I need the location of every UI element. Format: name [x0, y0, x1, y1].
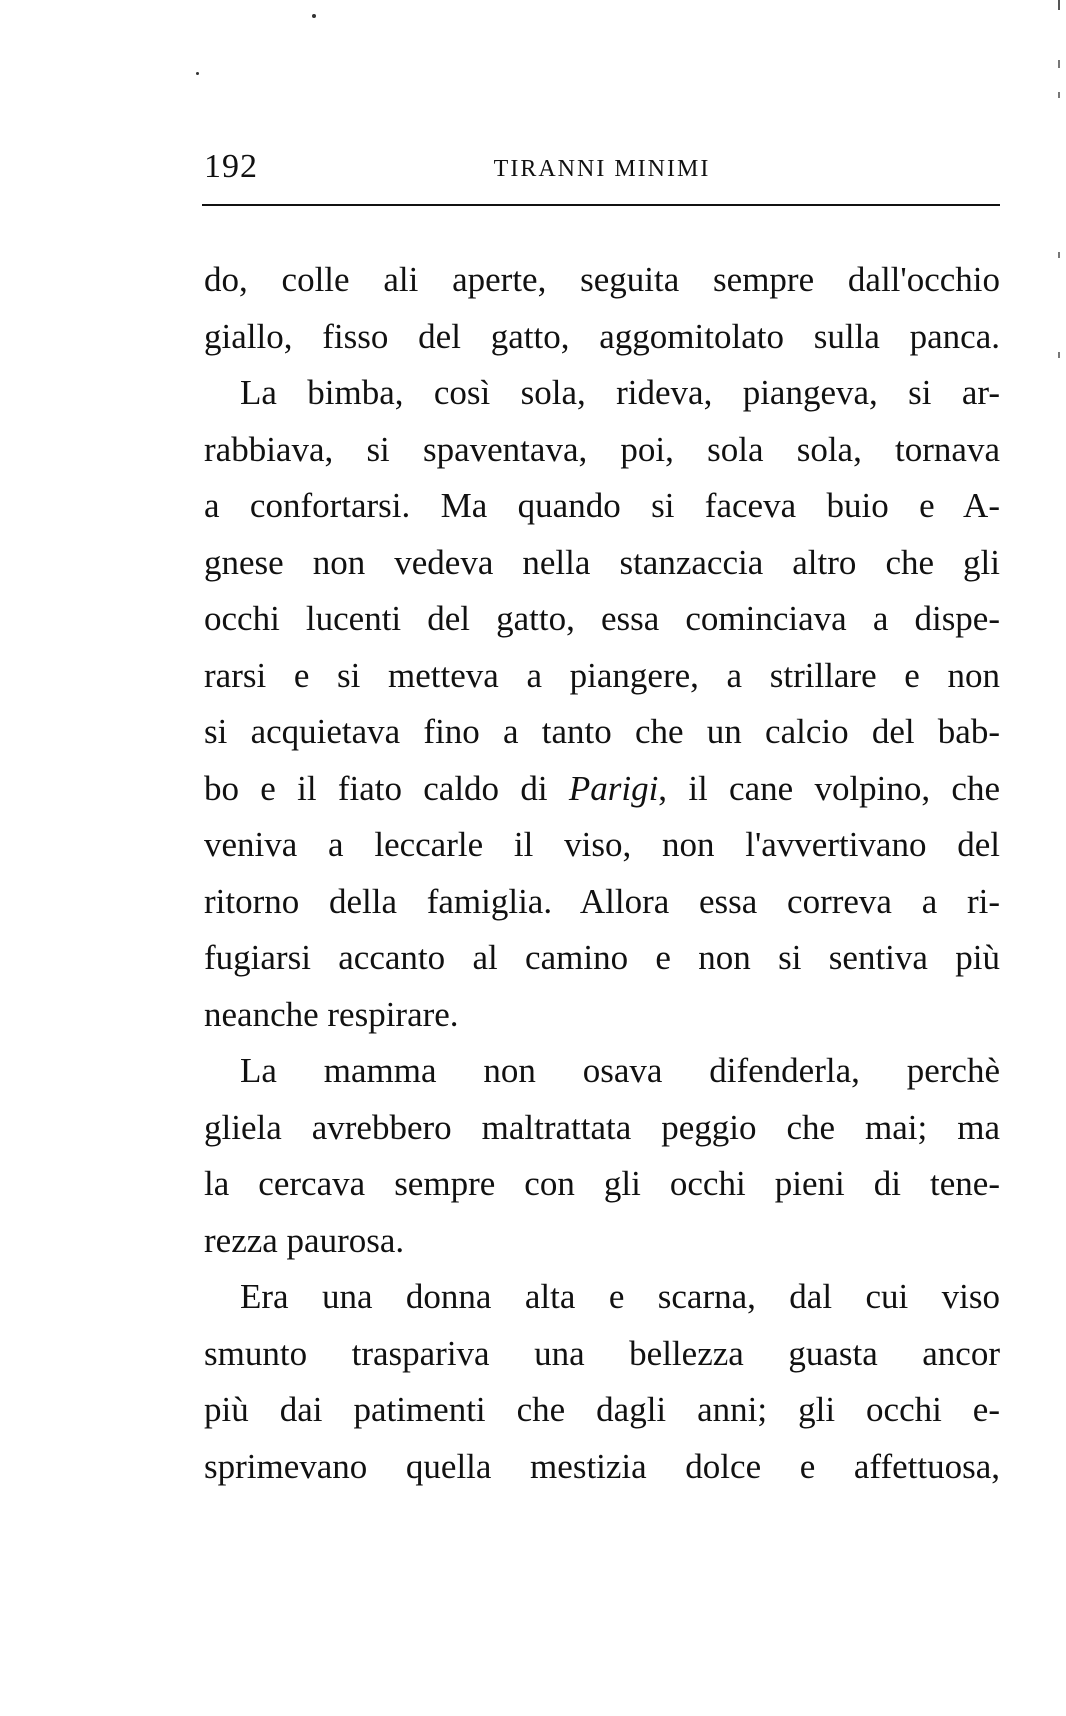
text-line: rabbiava, si spaventava, poi, sola sola, tornava: [204, 429, 1000, 469]
text-line: rezza paurosa.: [204, 1220, 405, 1260]
text-line: si acquietava fino a tanto che un calcio del bab-: [204, 712, 1000, 751]
text-line: la cercava sempre con gli occhi pieni di tene-: [204, 1164, 1000, 1203]
text-line: neanche respirare.: [204, 994, 459, 1034]
text-line: do, colle ali aperte, seguita sempre dall'occhio: [204, 260, 1000, 299]
page-edge-marks: [1056, 0, 1062, 400]
running-title: TIRANNI MINIMI: [493, 156, 711, 182]
ink-speck: [312, 14, 316, 18]
text-line: smunto traspariva una bellezza guasta ancor: [204, 1333, 1000, 1373]
text-line: La mamma non osava difenderla, perchè: [240, 1051, 1000, 1090]
text-line: La bimba, così sola, rideva, piangeva, si ar-: [240, 373, 1000, 412]
ink-speck: [196, 72, 199, 75]
italic-name: Parigi: [568, 768, 659, 808]
page-number: 192: [204, 148, 258, 185]
body-text: [204, 252, 1000, 1495]
text-line: occhi lucenti del gatto, essa cominciava a dispe-: [204, 599, 1000, 638]
text-line: veniva a leccarle il viso, non l'avvertivano del: [204, 825, 1000, 864]
text-line: giallo, fisso del gatto, aggomitolato sulla panca.: [204, 316, 1000, 356]
text-line: Era una donna alta e scarna, dal cui viso: [240, 1277, 1000, 1316]
text-line: rarsi e si metteva a piangere, a strillare e non: [204, 655, 1000, 695]
text-segment: , il cane volpino, che: [658, 768, 1000, 808]
text-line: [204, 761, 1000, 818]
text-line: sprimevano quella mestizia dolce e affettuosa,: [204, 1446, 1000, 1486]
text-line: fugiarsi accanto al camino e non si sentiva più: [204, 938, 1000, 977]
text-line: a confortarsi. Ma quando si faceva buio e A-: [204, 486, 1000, 525]
text-line: più dai patimenti che dagli anni; gli occhi e-: [204, 1390, 1000, 1429]
header-rule: [202, 204, 1000, 206]
text-line: gliela avrebbero maltrattata peggio che mai; ma: [204, 1107, 1000, 1147]
text-segment: bo e il fiato caldo di: [204, 768, 569, 808]
text-line: ritorno della famiglia. Allora essa correva a ri-: [204, 881, 1000, 921]
text-line: gnese non vedeva nella stanzaccia altro che gli: [204, 542, 1000, 582]
page-header: [204, 148, 1000, 188]
